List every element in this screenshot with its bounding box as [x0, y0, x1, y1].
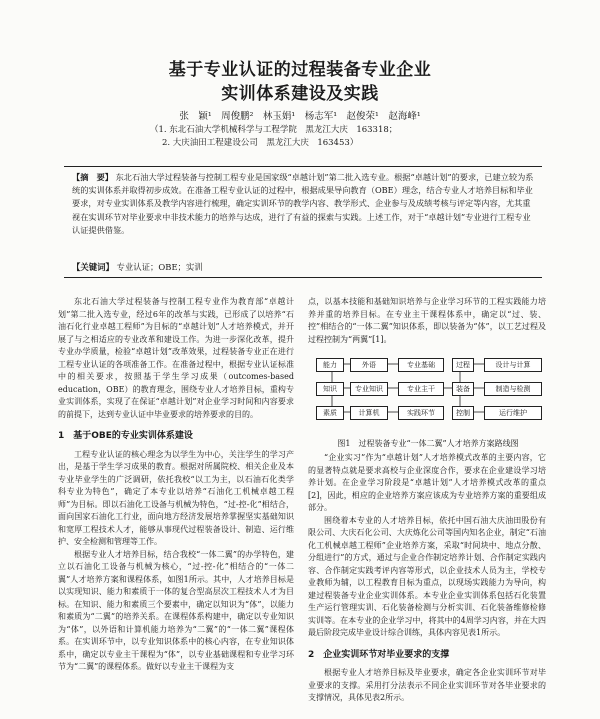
node-computer: 计算机 — [350, 406, 388, 420]
abstract-label: 【摘 要】 — [72, 172, 113, 182]
paragraph-intro: 东北石油大学过程装备与控制工程专业作为教育部“卓越计划”第二批入选专业，经过6年的改革与实践，已形成了以培养“石油石化行业卓越工程师”为目标的“卓越计划”人才培养模式，并开展了与之相适应的专业改革和建设工作。为进一步深化改革，提升专业办学质量，检验“卓越计划”改革效果，过程装备专业正在进行工程专业认证的各项准备工作。在准备过程中，根据专业认证标准中的相关要求，按照基于学生学习成果（outcomes-based education，OBE）的教育理念，围绕专业人才培养目标，重构专业实训体系，实现了在保证“卓越计划”对企业学习时间和内容要求的前提下，达到专业认证中毕业要求的培养要求的目的。 — [58, 297, 294, 419]
node-process: 过程 — [452, 358, 474, 372]
node-practice: 实践环节 — [398, 406, 444, 420]
section-heading-1: 1 基于OBE的专业实训体系建设 — [58, 431, 193, 441]
keywords-label: 【关键词】 — [72, 262, 114, 272]
paragraph-sec1-a: 工程专业认证的核心理念为以学生为中心，关注学生的学习产出，是基于学生学习成果的教育。根据对所属院校、相关企业及本专业毕业学生的广泛调研，依托我校“以工为主，以石油石化类学科专业为特色”，确定了本专业以培养“石油化工机械卓越工程师”为目标。即以石油化工设备与机械为特色，“过-控-化”相结合，面向国家石油化工行业，面向地方经济发展培养掌握坚实基础知识和宽厚工程技术人才，能够从事现代过程装备设计、制造、运行维护、安全检测和管理等工作。 — [58, 449, 294, 546]
affiliation-1: （1. 东北石油大学机械科学与工程学院 黑龙江大庆 163318； — [150, 125, 398, 135]
paragraph-enterprise-intro: “企业实习”作为“卓越计划”人才培养模式改革的主要内容，它的显著特点就是要求高校与企业深度合作，要求在企业建设学习培养计划。在企业学习阶段是“卓越计划”人才培养模式改革的重点[2]，因此，相应的企业培养方案应该成为专业培养方案的重要组成部分。 — [308, 453, 546, 512]
abstract-box — [64, 166, 542, 278]
node-core: 专业主干 — [398, 382, 444, 396]
section-heading-2: 2 企业实训环节对毕业要求的支撑 — [308, 649, 450, 660]
node-foreign: 外语 — [350, 358, 388, 372]
abstract-text: 东北石油大学过程装备与控制工程专业是国家级“卓越计划”第二批入选专业。根据“卓越计划”的要求，已建立较为系统的实训体系并取得初步成效。在准备工程专业认证的过程中，根据成果导向教育（OBE）理念，结合专业人才培养目标和毕业要求，对专业实训体系及教学内容进行梳理，确定实训环节的教学内容、教学形式、企业参与及成绩考核与评定等内容，尤其重视在实训环节对毕业要求中非技术能力的培养与达成，进行了有益的探索与实践。上述工作，对于“卓越计划”专业进行工程专业认证提供借鉴。 — [72, 172, 534, 235]
node-basic: 专业基础 — [398, 358, 444, 372]
figure-1-diagram — [312, 352, 544, 436]
node-quality: 素质 — [316, 406, 344, 420]
paragraph-sec1-b: 根据专业人才培养目标，结合我校“一体二翼”的办学特色，建立以石油化工设备与机械为核心，“过-控-化”相结合的“一体二翼”人才培养方案和课程体系，如图1所示。其中，人才培养目标是以实现知识、能力和素质于一体的复合型高层次工程技术人才为目标。在知识、能力和素质三个要素中，确定以知识为“体”，以能力和素质为“二翼”的培养关系。在课程体系构建中，确定以专业知识为“体”，以外语和计算机能力培养为“二翼”的“一体二翼”课程体系。在实训环节中，以专业知识体系中的核心内容，在专业知识体系中，确定以专业主干课程为“体”，以专业基础课程和专业学习环节为“二翼”的课程体系。做好以专业主干课程为支 — [58, 549, 294, 671]
node-operation: 运行维护 — [484, 406, 542, 420]
keywords-text: 专业认证；OBE；实训 — [116, 262, 203, 272]
left-column — [58, 296, 294, 674]
keywords-row — [72, 261, 203, 273]
title-line-2: 实训体系建设及实践 — [221, 84, 379, 104]
node-manufacture: 制造与检测 — [484, 382, 542, 396]
title-line-1: 基于专业认证的过程装备专业企业 — [168, 60, 432, 80]
right-column-bottom — [308, 452, 546, 705]
paragraph-sec2: 根据专业人才培养目标及毕业要求，确定各企业实训环节对毕业要求的支撑。采用打分法表示不同企业实训环节对各毕业要求的支撑情况，具体见表2所示。 — [308, 668, 546, 702]
affiliation-2: 2. 大庆油田工程建设公司 黑龙江大庆 163453） — [162, 138, 359, 148]
node-ability: 能力 — [316, 358, 344, 372]
paragraph-enterprise-system: 围绕着本专业的人才培养目标，依托中国石油大庆油田股份有限公司、大庆石化公司、大庆炼化公司等国内知名企业，制定“石油化工机械卓越工程师”企业培养方案，采取“时间块中、地点分散、分组进行”的方式，通过与企业合作制定培养计划、合作制定实践内容、合作制定实践考评内容等形式，以企业技术人员为主，学校专业教师为辅，以工程教育目标为重点，以现场实践能力为导向，构建过程装备专业企业实训体系。本专业企业实训体系包括石化装置生产运行管理实训、石化装备检测与分析实训、石化装备维修检修实训等。在本专业的企业学习中，将其中的4周学习内容，并在大四最后阶段完成毕业设计综合训练，具体内容见表1所示。 — [308, 515, 546, 637]
paragraph-continued: 点，以基本技能和基础知识培养与企业学习环节的工程实践能力培养并重的培养目标。在专业主干课程体系中，确定以“过、装、控”相结合的“一体二翼”知识体系，即以装备为“体”，以工艺过程及过程控制为“两翼”[1]。 — [308, 297, 546, 344]
node-equipment: 装备 — [452, 382, 474, 396]
abstract-text-block — [72, 171, 536, 237]
paper-title — [0, 58, 600, 106]
right-column-top — [308, 296, 546, 346]
figure-1-caption: 图1 过程装备专业“一体二翼”人才培养方案路线图 — [337, 439, 519, 448]
node-control: 控制 — [452, 406, 474, 420]
node-design: 设计与计算 — [484, 358, 542, 372]
author-list: 张 颖¹ 周俊鹏² 林玉娟¹ 杨志军¹ 赵俊荣¹ 赵海峰¹ — [179, 111, 421, 122]
node-knowledge: 知识 — [316, 382, 344, 396]
node-major: 专业知识 — [350, 382, 388, 396]
